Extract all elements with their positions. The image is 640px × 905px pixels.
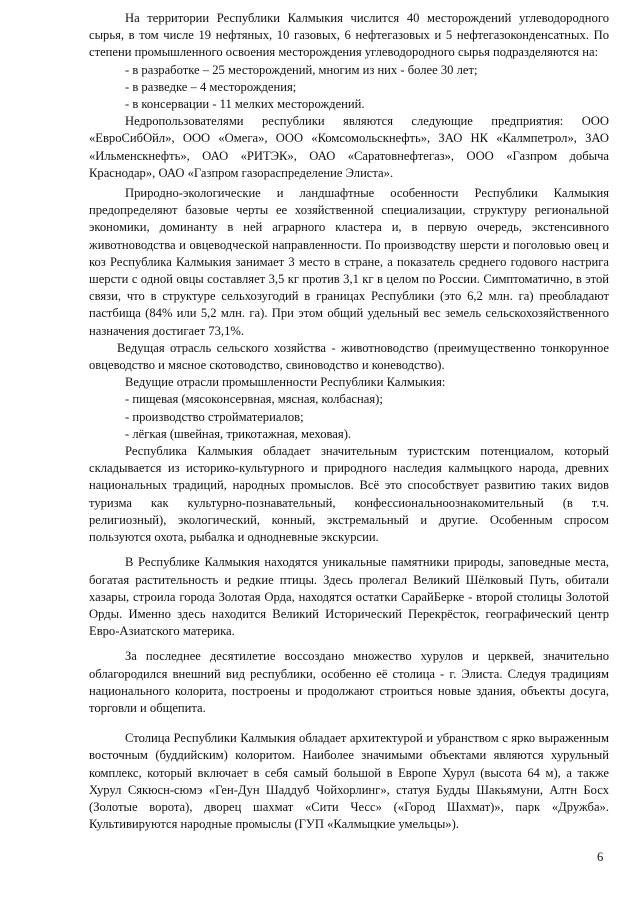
paragraph-tourism: Республика Калмыкия обладает значительным туристским потенциалом, который складывается из историко-культурного и природного наследия калмыцкого народа, древних национальных традиций, народных промыслов. Всё это способствует развитию таких видов туризма как культурно-познавательный, конфессиональноознакомительный (в т.ч. религиозный), экологический, конный, экстремальный и другие. Особенным спросом пользуются охота, рыбалка и однодневные экскурсии. — [89, 444, 609, 545]
list-item-building-materials: - производство стройматериалов; — [125, 409, 304, 424]
paragraph-agriculture: Ведущая отрасль сельского хозяйства - животноводство (преимущественно тонкорунное овцеводство и мясное скотоводство, свиноводство и коневодство). — [89, 340, 609, 373]
page-number: 6 — [597, 850, 604, 864]
paragraph-khuruls: За последнее десятилетие воссоздано множество хурулов и церквей, значительно облагородился внешний вид республики, особенно её столица - г. Элиста. Следуя традициям национального колорита, построены и продолжают строиться новые здания, объекты досуга, торговли и общепита. — [89, 649, 609, 715]
paragraph-industry-heading: Ведущие отрасли промышленности Республики Калмыкия: — [125, 375, 446, 390]
list-item-in-exploration: - в разведке – 4 месторождения; — [125, 79, 297, 94]
paragraph-natural-features: Природно-экологические и ландшафтные особенности Республики Калмыкия предопределяют базовые черты ее хозяйственной специализации, структуру региональной экономики, доминанту в ней аграрного кластера и, в первую очередь, экстенсивного животноводства и овцеводческой направленности. По производству шерсти и поголовью овец и коз Республика Калмыкия занимает 3 место в стране, а показатель среднего годового настрига шерсти с одной овцы составляет 3,5 кг против 3,1 кг в целом по России. Симптоматично, в этой связи, что в структуре сельхозугодий в границах Республики (это 6,2 млн. га) преобладают пастбища (84% или 5,2 млн. га). При этом общий удельный вес земель сельскохозяйственного назначения достигает 73,1%. — [89, 186, 609, 338]
list-item-light-industry: - лёгкая (швейная, трикотажная, меховая). — [125, 426, 352, 441]
list-item-in-conservation: - в консервации - 11 мелких месторождений. — [125, 97, 365, 112]
document-page — [89, 10, 609, 833]
paragraph-capital: Столица Республики Калмыкия обладает архитектурой и убранством с ярко выраженным восточным (буддийским) колоритом. Наиболее значимыми объектами являются хурульный комплекс, который включает в себя самый большой в Европе Хурул (высота 64 м), а также Хурул Сякюсн-сюмэ «Ген-Дун Шаддуб Чойхорлинг», статуя Будды Шакьямуни, Алтн Босх (Золотые ворота), дворец шахмат «Сити Чесс» («Город Шахмат)», парк «Дружба». Культивируются народные промыслы (ГУП «Калмыцкие умельцы»). — [89, 731, 609, 832]
paragraph-hydrocarbon-deposits: На территории Республики Калмыкия числится 40 месторождений углеводородного сырья, в том числе 19 нефтяных, 10 газовых, 6 нефтегазовых и 5 нефтегазоконденсатных. По степени промышленного освоения месторождения углеводородного сырья подразделяются на: — [89, 11, 609, 60]
paragraph-natural-monuments: В Республике Калмыкия находятся уникальные памятники природы, заповедные места, богатая растительность и редкие птицы. Здесь пролегал Великий Шёлковый Путь, обитали хазары, строила города Золотая Орда, находятся остатки СарайБерке - второй столицы Золотой Орды. Именно здесь находится Великий Исторический Перекрёсток, географический центр Евро-Азиатского материка. — [89, 555, 609, 639]
paragraph-subsoil-users: Недропользователями республики являются следующие предприятия: ООО «ЕвроСибОйл», ООО «Омега», ООО «Комсомольскнефть», ЗАО НК «Калмпетрол», ЗАО «Ильменскнефть», ОАО «РИТЭК», ОАО «Саратовнефтегаз», ООО «Газпром добыча Краснодар», ОАО «Газпром газораспределение Элиста». — [89, 114, 609, 180]
list-item-food-industry: - пищевая (мясоконсервная, мясная, колбасная); — [125, 392, 383, 407]
list-item-in-development: - в разработке – 25 месторождений, многим из них - более 30 лет; — [125, 62, 478, 77]
